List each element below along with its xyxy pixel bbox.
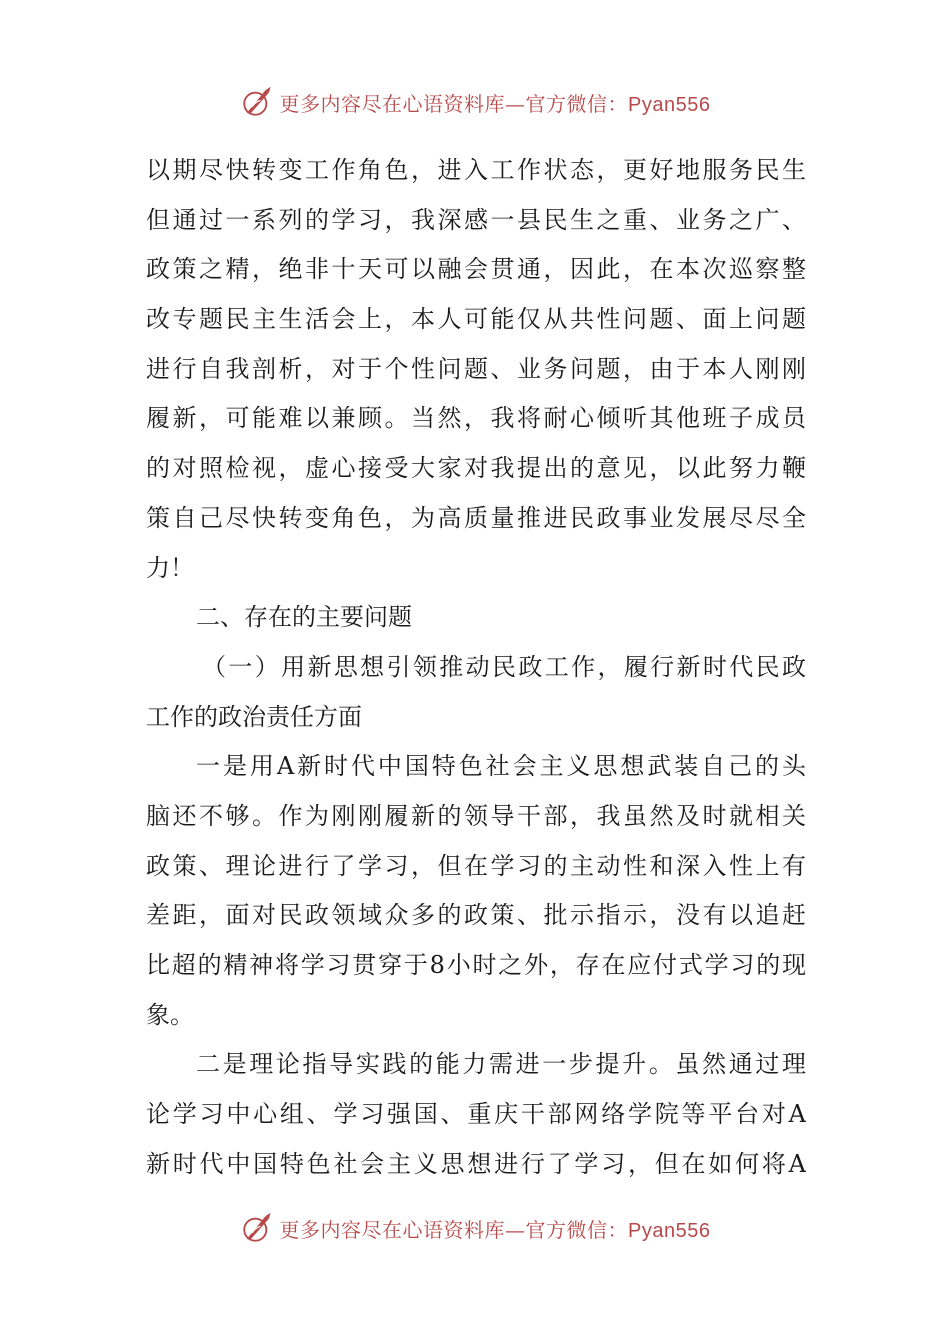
text-line: 进行自我剖析，对于个性问题、业务问题，由于本人刚刚 xyxy=(146,354,806,383)
banner-wechat-id: Pyan556 xyxy=(628,93,711,116)
quill-pen-circle-icon xyxy=(240,1211,274,1245)
footer-banner xyxy=(0,1208,950,1248)
banner-label: 更多内容尽在心语资料库—官方微信： xyxy=(279,1217,629,1242)
text-line: 比超的精神将学习贯穿于8小时之外，存在应付式学习的现 xyxy=(146,951,806,979)
text-line: 履新，可能难以兼顾。当然，我将耐心倾听其他班子成员 xyxy=(146,404,806,433)
banner-label: 更多内容尽在心语资料库—官方微信： xyxy=(279,91,629,116)
banner-wechat-id: Pyan556 xyxy=(628,1219,711,1242)
text-line: 政策、理论进行了学习，但在学习的主动性和深入性上有 xyxy=(146,851,806,880)
text-line: 改专题民主生活会上，本人可能仅从共性问题、面上问题 xyxy=(146,305,806,334)
text-line: 论学习中心组、学习强国、重庆干部网络学院等平台对A xyxy=(146,1100,806,1129)
text-line: 策自己尽快转变角色，为高质量推进民政事业发展尽尽全 xyxy=(146,503,806,532)
text-line: 的对照检视，虚心接受大家对我提出的意见，以此努力鞭 xyxy=(146,454,806,483)
section-heading: 二、存在的主要问题 xyxy=(196,603,412,632)
text-line: 新时代中国特色社会主义思想进行了学习，但在如何将A xyxy=(146,1149,806,1178)
document-body xyxy=(146,146,806,1189)
text-line: 脑还不够。作为刚刚履新的领导干部，我虽然及时就相关 xyxy=(146,801,806,830)
header-banner xyxy=(0,82,950,122)
banner-text xyxy=(280,1214,711,1243)
text-line: 一是用A新时代中国特色社会主义思想武装自己的头 xyxy=(196,752,806,781)
text-line: 象。 xyxy=(146,1000,194,1029)
text-line: 差距，面对民政领域众多的政策、批示指示，没有以追赶 xyxy=(146,901,806,930)
text-line: 政策之精，绝非十天可以融会贯通，因此，在本次巡察整 xyxy=(146,255,806,284)
quill-pen-circle-icon xyxy=(240,85,274,119)
subsection-heading-cont: 工作的政治责任方面 xyxy=(146,702,362,731)
text-line: 二是理论指导实践的能力需进一步提升。虽然通过理 xyxy=(196,1050,806,1079)
banner-text xyxy=(280,88,711,117)
text-line: 但通过一系列的学习，我深感一县民生之重、业务之广、 xyxy=(146,205,806,234)
subsection-heading: （一）用新思想引领推动民政工作，履行新时代民政 xyxy=(202,652,806,681)
text-line: 以期尽快转变工作角色，进入工作状态，更好地服务民生 xyxy=(146,156,806,184)
text-line: 力！ xyxy=(146,553,194,582)
